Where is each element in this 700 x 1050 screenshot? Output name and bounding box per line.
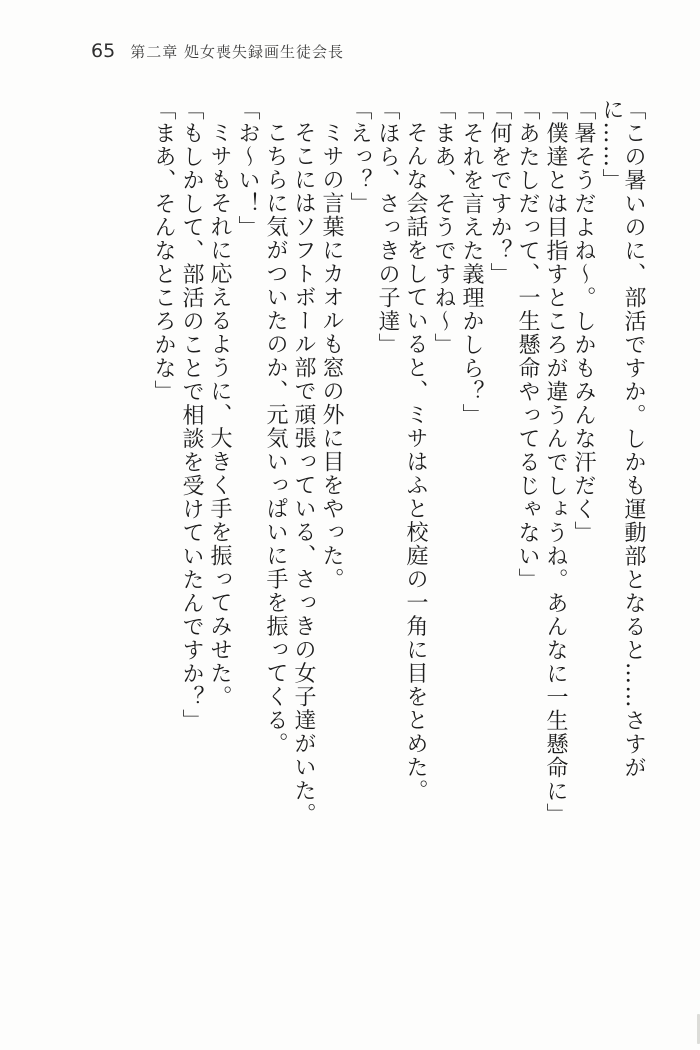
text-line: そこにはソフトボール部で頑張っている、さっきの女子達がいた。 bbox=[291, 121, 316, 826]
page-number: 65 bbox=[91, 40, 116, 62]
page-header bbox=[91, 40, 344, 62]
text-line: そんな会話をしていると、ミサはふと校庭の一角に目をとめた。 bbox=[403, 121, 428, 803]
text-line: こちらに気がついたのか、元気いっぱいに手を振ってくる。 bbox=[263, 121, 288, 756]
text-line: 「お～い！」 bbox=[235, 98, 260, 239]
text-line: 「この暑いのに、部活ですか。しかも運動部となると……さすがに……」 bbox=[599, 98, 646, 780]
text-line: 「何をですか？」 bbox=[487, 98, 512, 286]
text-line: 「まあ、そんなところかな」 bbox=[151, 98, 176, 404]
text-line: 「まあ、そうですね～」 bbox=[431, 98, 456, 357]
text-line: 「暑そうだよね～。しかもみんな汗だく」 bbox=[571, 98, 596, 545]
text-line: 「えっ？」 bbox=[347, 98, 372, 216]
text-line: 「あたしだって、一生懸命やってるじゃない」 bbox=[515, 98, 540, 592]
text-line: 「僕達とは目指すところが違うんでしょうね。あんなに一生懸命に」 bbox=[543, 98, 568, 827]
text-line: 「それを言えた義理かしら？」 bbox=[459, 98, 484, 427]
text-line: 「もしかして、部活のことで相談を受けていたんですか？」 bbox=[179, 98, 204, 733]
text-body bbox=[146, 98, 650, 860]
text-line: 「ほら、さっきの子達」 bbox=[375, 98, 400, 357]
text-line: ミサの言葉にカオルも窓の外に目をやった。 bbox=[319, 121, 344, 591]
text-line: ミサもそれに応えるように、大きく手を振ってみせた。 bbox=[207, 121, 232, 709]
chapter-title: 第二章 処女喪失録画生徒会長 bbox=[130, 43, 344, 61]
